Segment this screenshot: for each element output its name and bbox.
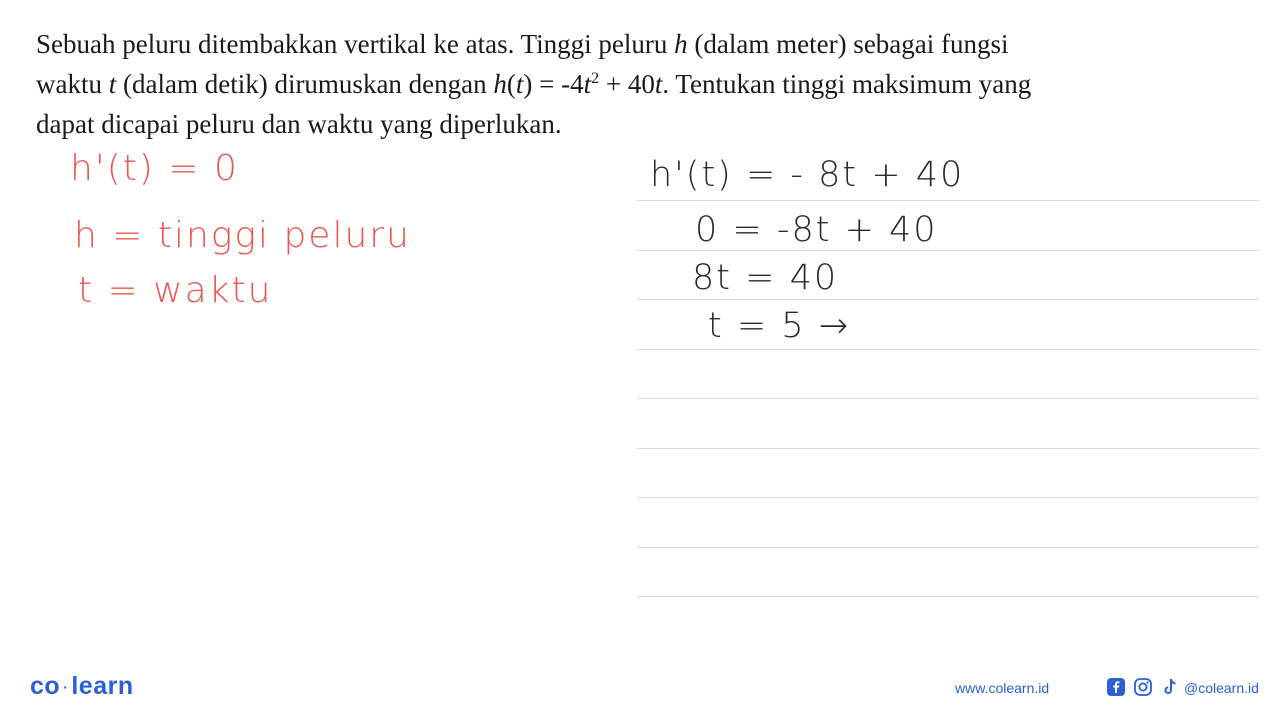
footer: [0, 668, 1280, 708]
note-t-definition: t = waktu: [78, 270, 273, 311]
logo-part: co: [30, 672, 61, 700]
equation-part: + 40: [599, 69, 655, 99]
ruled-line: [637, 596, 1259, 597]
paren: ): [523, 69, 533, 99]
equation-var: t: [654, 69, 663, 99]
note-h-definition: h = tinggi peluru: [74, 215, 411, 256]
problem-text: Sebuah peluru ditembakkan vertikal ke atas. Tinggi peluru: [36, 29, 675, 59]
equation-var: t: [583, 69, 592, 99]
ruled-line: [637, 200, 1259, 201]
website-link[interactable]: www.colearn.id: [955, 680, 1050, 696]
ruled-line: [637, 349, 1259, 350]
work-line-set-zero: 0 = -8t + 40: [695, 210, 938, 250]
logo-part: learn: [71, 672, 134, 700]
ruled-line: [637, 448, 1259, 449]
problem-text: (dalam meter) sebagai fungsi waktu: [36, 29, 1009, 99]
function-arg: t: [515, 69, 524, 99]
equation-part: = -4: [532, 69, 584, 99]
colearn-logo[interactable]: [30, 672, 134, 701]
problem-statement: [36, 24, 1046, 144]
ruled-line: [637, 547, 1259, 548]
note-derivative-zero: h'(t) = 0: [70, 148, 239, 189]
ruled-line: [637, 398, 1259, 399]
tiktok-icon[interactable]: [1160, 677, 1180, 697]
facebook-icon[interactable]: [1106, 677, 1126, 697]
ruled-line: [637, 299, 1259, 300]
variable-t: t: [108, 69, 117, 99]
ruled-line: [637, 250, 1259, 251]
problem-text: (dalam detik) dirumuskan dengan: [116, 69, 494, 99]
social-handle[interactable]: @colearn.id: [1184, 680, 1259, 696]
exponent: 2: [591, 70, 600, 87]
variable-h: h: [674, 29, 688, 59]
paren: (: [506, 69, 516, 99]
ruled-line: [637, 497, 1259, 498]
work-line-result: t = 5 →: [708, 306, 851, 346]
instagram-icon[interactable]: [1133, 677, 1153, 697]
logo-dot: ·: [63, 679, 69, 696]
function-name: h: [493, 69, 507, 99]
problem-text: . Tentukan tinggi maksimum yang dapat dicapai peluru dan waktu yang diperlukan.: [36, 69, 1032, 139]
work-line-solve: 8t = 40: [692, 258, 839, 298]
work-line-derivative: h'(t) = - 8t + 40: [650, 155, 965, 195]
